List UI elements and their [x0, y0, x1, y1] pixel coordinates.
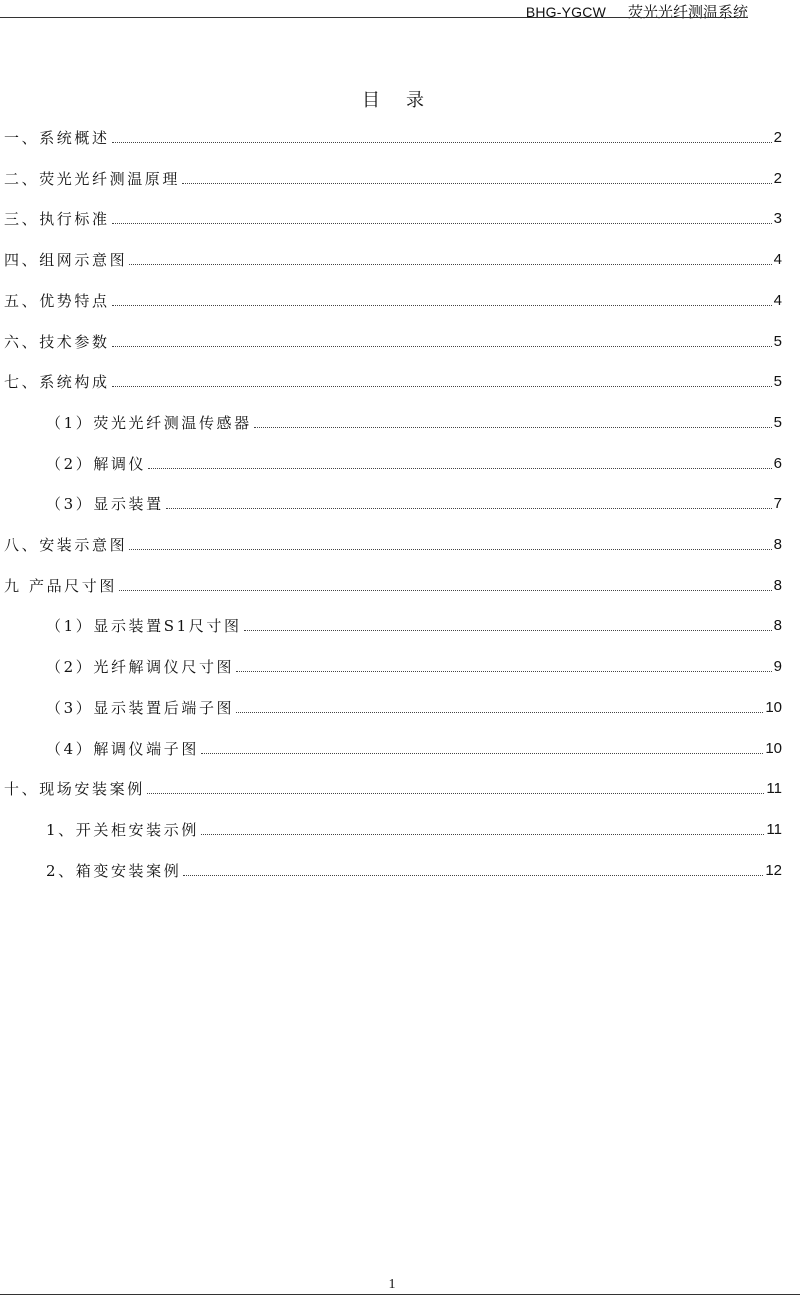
- toc-dot-leader: [112, 346, 772, 347]
- toc-entry-page: 2: [773, 129, 782, 146]
- toc-entry[interactable]: [46, 859, 782, 883]
- toc-entry-label: （1）显示装置S1尺寸图: [46, 617, 242, 636]
- toc-title: 目录: [362, 90, 450, 111]
- toc-entry[interactable]: [46, 492, 782, 516]
- toc-entry-label: 八、安装示意图: [4, 536, 128, 554]
- toc-entry-page: 2: [773, 169, 782, 187]
- toc-dot-leader: [183, 875, 763, 876]
- toc-entry-label: 三、执行标准: [4, 210, 110, 229]
- toc-entry-page: 5: [773, 373, 782, 391]
- toc-entry-label: （1）荧光光纤测温传感器: [46, 413, 252, 432]
- toc-entry[interactable]: [4, 167, 782, 191]
- header-code: BHG-YGCW: [525, 4, 606, 20]
- header-text: [526, 1, 748, 22]
- toc-dot-leader: [129, 549, 771, 550]
- toc-dot-leader: [236, 712, 763, 713]
- header-rule: [0, 17, 748, 18]
- toc-entry-page: 4: [773, 291, 782, 309]
- toc-entry[interactable]: [4, 248, 782, 272]
- toc-entry-label: （4）解调仪端子图: [46, 739, 199, 758]
- toc-entry-label: （3）显示装置后端子图: [46, 698, 235, 717]
- toc-dot-leader: [119, 590, 772, 591]
- toc-entry[interactable]: [46, 411, 782, 435]
- toc-entry-label: 2、箱变安装案例: [46, 861, 182, 880]
- toc-entry-label: 二、荧光光纤测温原理: [4, 169, 181, 188]
- toc-entry-page: 11: [766, 820, 782, 838]
- toc-entry-page: 8: [773, 536, 782, 553]
- toc-entry-page: 10: [765, 739, 782, 757]
- toc-entry-page: 9: [773, 658, 782, 676]
- toc-entry-page: 3: [773, 210, 782, 228]
- toc-dot-leader: [147, 793, 765, 794]
- toc-dot-leader: [112, 386, 772, 387]
- toc-entry[interactable]: [4, 533, 782, 557]
- toc-dot-leader: [201, 753, 763, 754]
- toc-entry-label: 四、组网示意图: [4, 251, 128, 270]
- toc-entry[interactable]: [46, 655, 782, 679]
- toc-entry-label: 一、系统概述: [4, 129, 110, 147]
- toc-entry-page: 10: [765, 698, 782, 716]
- toc-entry-label: 七、系统构成: [4, 373, 110, 392]
- toc-dot-leader: [201, 834, 764, 835]
- toc-entry[interactable]: [46, 452, 782, 476]
- toc-entry-page: 8: [773, 576, 782, 594]
- toc-dot-leader: [166, 508, 772, 509]
- toc-entry[interactable]: [4, 330, 782, 354]
- toc-entry-label: 1、开关柜安装示例: [46, 820, 199, 839]
- toc-entry-label: （2）光纤解调仪尺寸图: [46, 658, 235, 677]
- toc-entry-label: （3）显示装置: [46, 495, 164, 514]
- toc-dot-leader: [112, 223, 772, 224]
- toc-entry-label: （2）解调仪: [46, 454, 147, 473]
- toc-dot-leader: [148, 468, 772, 469]
- toc-entry[interactable]: [46, 696, 782, 720]
- toc-entry-page: 11: [766, 780, 782, 798]
- toc-entry-page: 8: [773, 617, 782, 635]
- toc-dot-leader: [112, 142, 772, 143]
- toc-entry[interactable]: [4, 574, 782, 598]
- toc-entry-page: 4: [773, 251, 782, 269]
- toc-entry-page: 5: [773, 413, 782, 431]
- toc-entry[interactable]: [4, 126, 782, 150]
- toc-entry-page: 5: [773, 332, 782, 350]
- toc-entry[interactable]: [4, 289, 782, 313]
- toc-entry-label: 十、现场安装案例: [4, 780, 145, 799]
- toc-dot-leader: [129, 264, 771, 265]
- toc-entry[interactable]: [4, 370, 782, 394]
- header-title: 荧光光纤测温系统: [627, 3, 748, 21]
- toc-dot-leader: [112, 305, 772, 306]
- toc-dot-leader: [182, 183, 772, 184]
- toc-entry-page: 12: [765, 861, 782, 879]
- toc-dot-leader: [254, 427, 772, 428]
- toc-entry-label: 六、技术参数: [4, 332, 110, 351]
- toc-entry[interactable]: [46, 818, 782, 842]
- toc-entry-label: 九 产品尺寸图: [4, 576, 117, 595]
- footer-rule: [0, 1294, 800, 1295]
- toc-entry[interactable]: [46, 614, 782, 638]
- toc-entry[interactable]: [4, 207, 782, 231]
- toc-entry[interactable]: [46, 737, 782, 761]
- toc-entry-label: 五、优势特点: [4, 291, 110, 310]
- toc-entry[interactable]: [4, 777, 782, 801]
- toc-dot-leader: [244, 630, 772, 631]
- toc-dot-leader: [236, 671, 772, 672]
- toc-entry-page: 6: [773, 454, 782, 472]
- toc-entry-page: 7: [773, 495, 782, 513]
- page-header: [0, 0, 800, 20]
- page-number: 1: [388, 1277, 396, 1292]
